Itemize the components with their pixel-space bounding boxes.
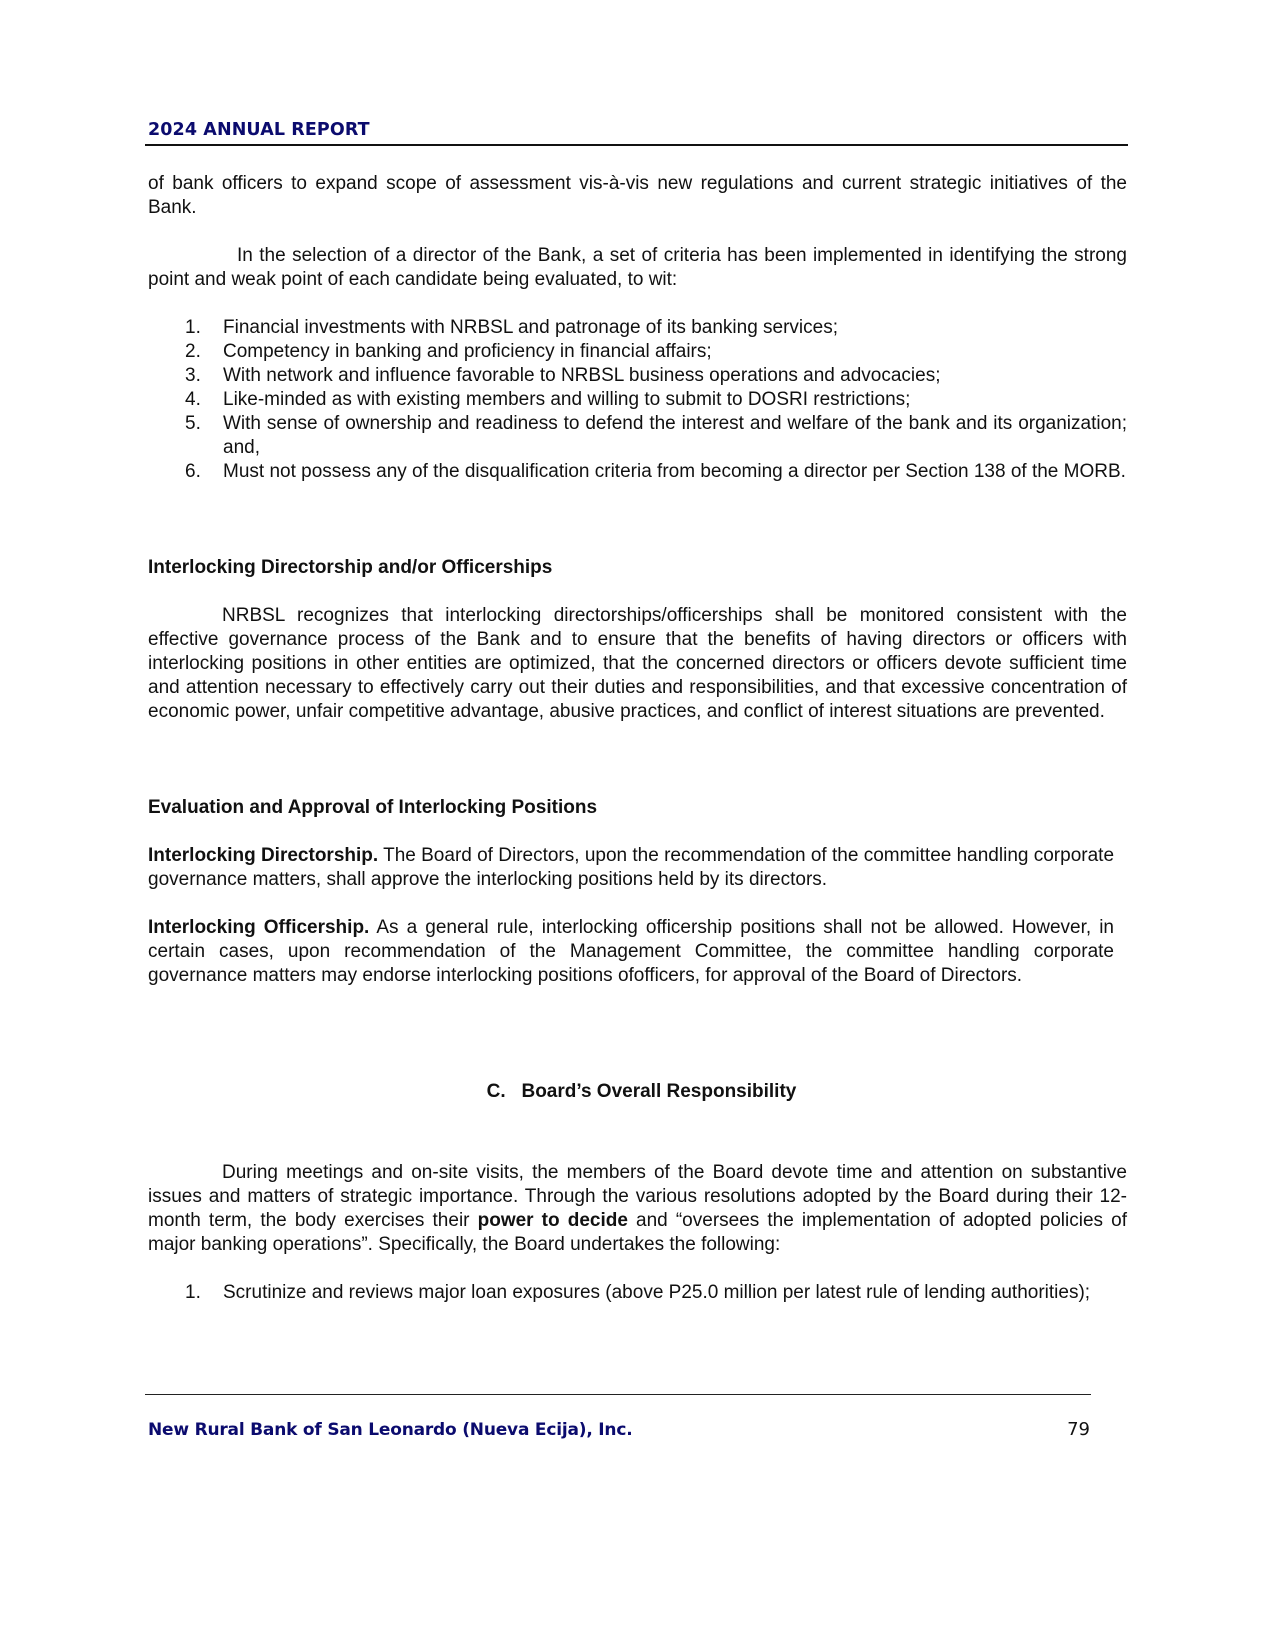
page-number: 79 — [1067, 1419, 1090, 1440]
criteria-item — [148, 316, 1127, 340]
list-number: 1. — [185, 317, 201, 338]
criteria-item — [148, 340, 1127, 364]
directorship-label: Interlocking Directorship. — [148, 845, 379, 866]
board-text-part2: and “oversees the implementation of adopted policies of major banking operations”. Specifically, the Board undertakes the following: — [148, 1210, 1127, 1255]
footer-organization: New Rural Bank of San Leonardo (Nueva Ecija), Inc. — [148, 1420, 633, 1440]
board-responsibility-paragraph — [148, 1161, 1127, 1257]
director-criteria-list — [148, 316, 1127, 484]
undertaking-text: Scrutinize and reviews major loan exposures (above P25.0 million per latest rule of lending authorities); — [223, 1282, 1091, 1303]
criteria-text: Like-minded as with existing members and willing to submit to DOSRI restrictions; — [223, 389, 911, 410]
criteria-text: Financial investments with NRBSL and patronage of its banking services; — [223, 317, 838, 338]
criteria-text: With sense of ownership and readiness to defend the interest and welfare of the bank and its organization; and, — [223, 413, 1127, 458]
interlocking-heading: Interlocking Directorship and/or Officerships — [148, 557, 553, 578]
officership-label: Interlocking Officership. — [148, 917, 370, 938]
criteria-item — [148, 364, 1127, 388]
footer-divider — [145, 1394, 1091, 1395]
report-title: 2024 ANNUAL REPORT — [148, 120, 370, 140]
criteria-item — [148, 388, 1127, 412]
criteria-item — [148, 412, 1127, 460]
list-number: 1. — [185, 1282, 201, 1303]
interlocking-officership-paragraph — [148, 916, 1114, 988]
criteria-text: Must not possess any of the disqualification criteria from becoming a director per Section 138 of the MORB. — [223, 461, 1126, 482]
criteria-text: Competency in banking and proficiency in financial affairs; — [223, 341, 712, 362]
directorship-text: The Board of Directors, upon the recommendation of the committee handling corporate governance matters, shall approve the interlocking positions held by its directors. — [148, 845, 1115, 890]
undertaking-item — [148, 1281, 1127, 1305]
board-text-emphasis: power to decide — [477, 1210, 628, 1231]
criteria-item — [148, 460, 1127, 484]
continuation-paragraph: of bank officers to expand scope of assessment vis-à-vis new regulations and current strategic initiatives of the Bank. — [148, 173, 1127, 218]
evaluation-heading: Evaluation and Approval of Interlocking Positions — [148, 797, 598, 818]
list-number: 5. — [185, 413, 201, 434]
page-header — [145, 120, 1128, 146]
officership-text: As a general rule, interlocking officership positions shall not be allowed. However, in certain cases, upon recommendation of the Management Committee, the committee handling corporate governance matters may endorse interlocking positions ofofficers, for approval of the Board of Directors. — [148, 917, 1114, 986]
list-number: 3. — [185, 365, 201, 386]
list-number: 4. — [185, 389, 201, 410]
criteria-intro-paragraph: In the selection of a director of the Bank, a set of criteria has been implemented in identifying the strong point and weak point of each candidate being evaluated, to wit: — [148, 245, 1127, 290]
interlocking-directorship-paragraph — [148, 844, 1114, 892]
page-content — [148, 172, 1127, 1305]
criteria-text: With network and influence favorable to NRBSL business operations and advocacies; — [223, 365, 941, 386]
board-undertakings-list — [148, 1281, 1127, 1305]
interlocking-paragraph: NRBSL recognizes that interlocking directorships/officerships shall be monitored consistent with the effective governance process of the Bank and to ensure that the benefits of having directors or officers with interlocking positions in other entities are optimized, that the concerned directors or officers devote sufficient time and attention necessary to effectively carry out their duties and responsibilities, and that excessive concentration of economic power, unfair competitive advantage, abusive practices, and conflict of interest situations are prevented. — [148, 605, 1127, 722]
list-number: 2. — [185, 341, 201, 362]
board-responsibility-heading: C. Board’s Overall Responsibility — [486, 1081, 797, 1102]
board-text-part1: During meetings and on-site visits, the members of the Board devote time and attention on substantive issues and matters of strategic importance. Through the various resolutions adopted by the Board during their 12-month term, the body exercises their — [148, 1162, 1127, 1231]
list-number: 6. — [185, 461, 201, 482]
